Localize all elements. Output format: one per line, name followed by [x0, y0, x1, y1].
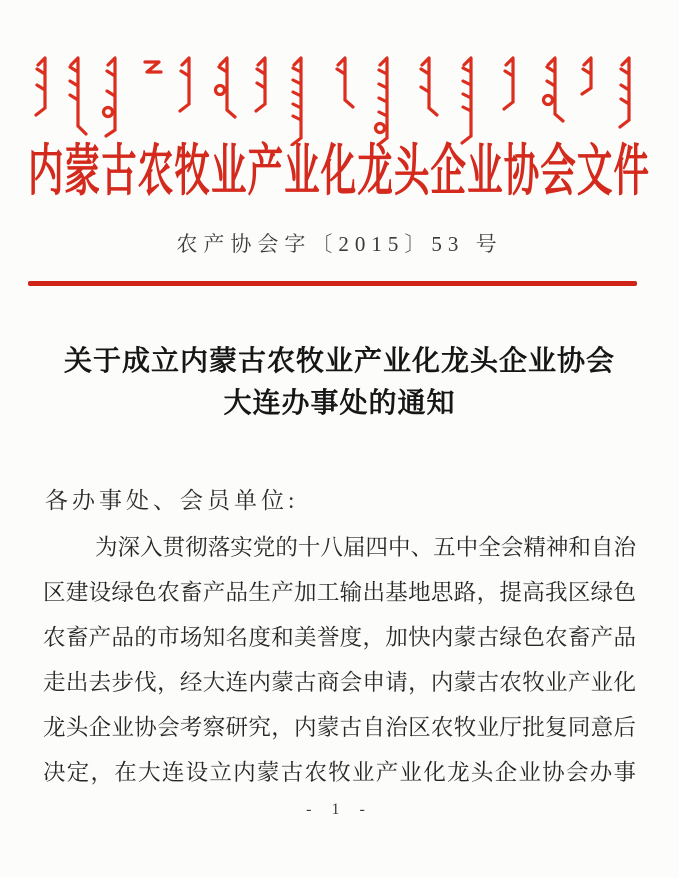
document-title: [0, 341, 679, 425]
document-title-line-1: 关于成立内蒙古农牧业产业化龙头企业协会: [63, 346, 615, 377]
red-divider-rule: [28, 281, 637, 286]
document-number: 农产协会字〔2015〕53 号: [176, 232, 503, 256]
salutation: 各办事处、会员单位:: [45, 488, 299, 513]
masthead-org-title: 内蒙古农牧业产业化龙头企业协会文件: [28, 141, 650, 203]
body-line: 走出去步伐，经大连内蒙古商会申请，内蒙古农牧业产业化: [43, 670, 636, 695]
document-title-line-2: 大连办事处的通知: [223, 388, 456, 419]
body-line: 农畜产品的市场知名度和美誉度，加快内蒙古绿色农畜产品: [43, 625, 636, 650]
page-number: - 1 -: [306, 801, 373, 818]
mongolian-script-header: [33, 52, 645, 146]
masthead: [28, 141, 650, 207]
body-line: 决定，在大连设立内蒙古农牧业产业化龙头企业协会办事: [43, 760, 636, 785]
body-line: 为深入贯彻落实党的十八届四中、五中全会精神和自治: [95, 535, 636, 560]
body-line: 龙头企业协会考察研究，内蒙古自治区农牧业厅批复同意后: [43, 715, 636, 740]
body-line: 区建设绿色农畜产品生产加工输出基地思路，提高我区绿色: [43, 580, 636, 605]
